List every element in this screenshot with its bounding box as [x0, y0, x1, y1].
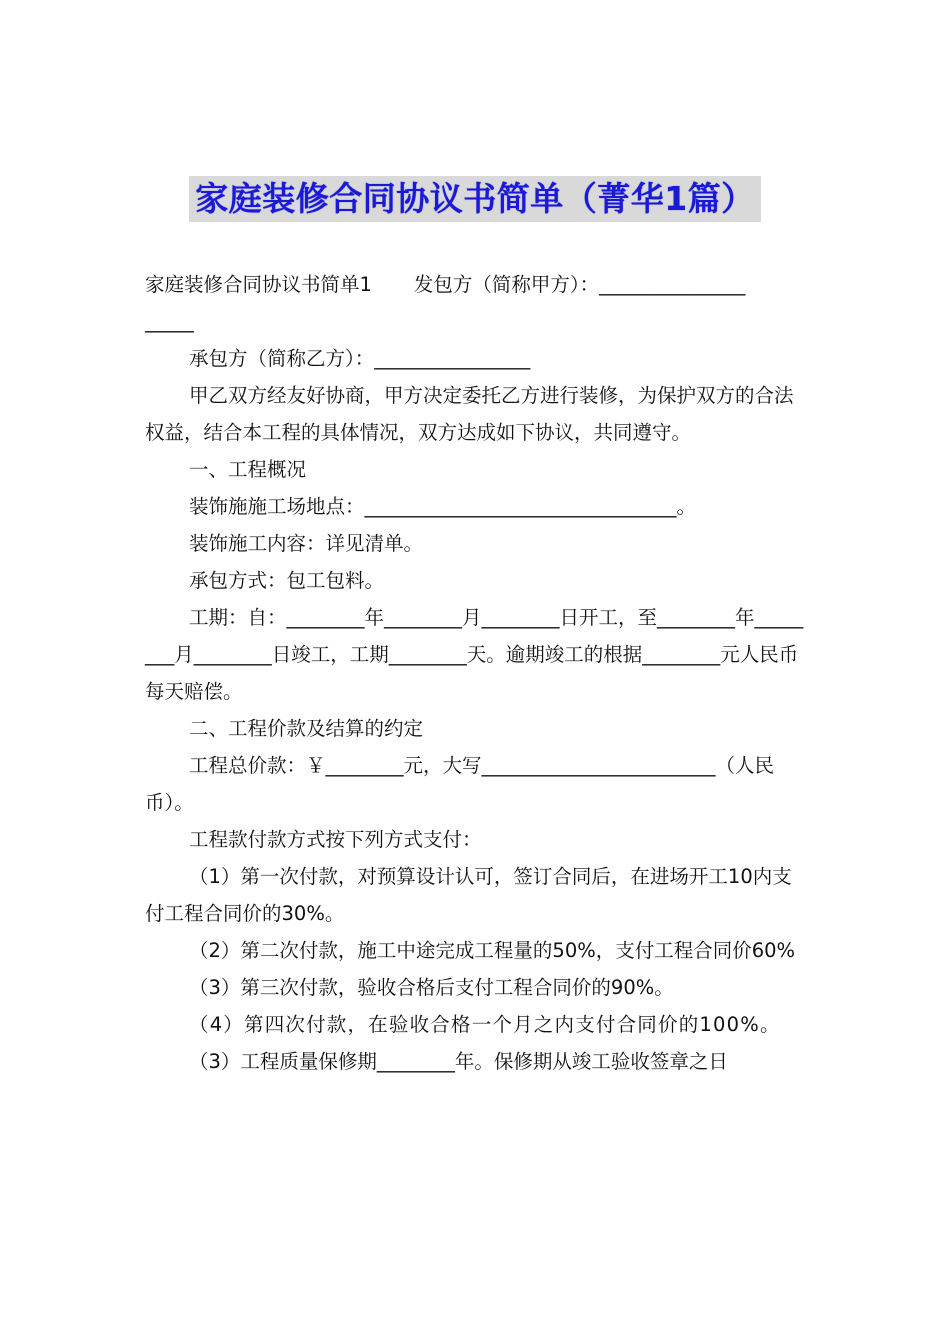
- warranty-line: （3）工程质量保修期________年。保修期从竣工验收签章之日: [189, 1050, 728, 1073]
- contract-heading: 家庭装修合同协议书简单1: [145, 273, 372, 296]
- section-heading-overview: 一、工程概况: [189, 458, 307, 481]
- section-heading-price: 二、工程价款及结算的约定: [189, 717, 424, 740]
- payment-item-4: （4）第四次付款，在验收合格一个月之内支付合同价的100%。: [189, 1013, 781, 1036]
- document-body: [145, 266, 807, 1080]
- party-a-blank-continuation: _____: [145, 310, 194, 333]
- contract-method-line: 承包方式：包工包料。: [189, 569, 385, 592]
- party-b-line: 承包方（简称乙方）：________________: [189, 347, 531, 370]
- party-a-line: 发包方（简称甲方）：_______________: [413, 273, 746, 296]
- opening-line: [145, 266, 807, 303]
- schedule-paragraph: 工期：自：________年________月________日开工，至________年________月________日竣工，工期________天。逾期竣工的根据________元人民币每天赔偿。: [145, 606, 804, 703]
- work-content-line: 装饰施工内容：详见清单。: [189, 532, 424, 555]
- site-location-line: 装饰施施工场地点：________________________________。: [189, 495, 697, 518]
- title-container: [0, 176, 950, 222]
- document-title: 家庭装修合同协议书简单（菁华1篇）: [189, 176, 760, 222]
- total-price-paragraph: 工程总价款：￥________元，大写________________________（人民币）。: [145, 754, 775, 814]
- payment-method-line: 工程款付款方式按下列方式支付：: [189, 828, 482, 851]
- payment-item-2: （2）第二次付款，施工中途完成工程量的50%，支付工程合同价60%: [189, 939, 796, 962]
- preamble-paragraph: 甲乙双方经友好协商，甲方决定委托乙方进行装修，为保护双方的合法权益，结合本工程的具体情况，双方达成如下协议，共同遵守。: [145, 384, 794, 444]
- payment-item-1: （1）第一次付款，对预算设计认可，签订合同后，在进场开工10内支付工程合同价的30%。: [145, 865, 792, 925]
- payment-item-3: （3）第三次付款，验收合格后支付工程合同价的90%。: [189, 976, 674, 999]
